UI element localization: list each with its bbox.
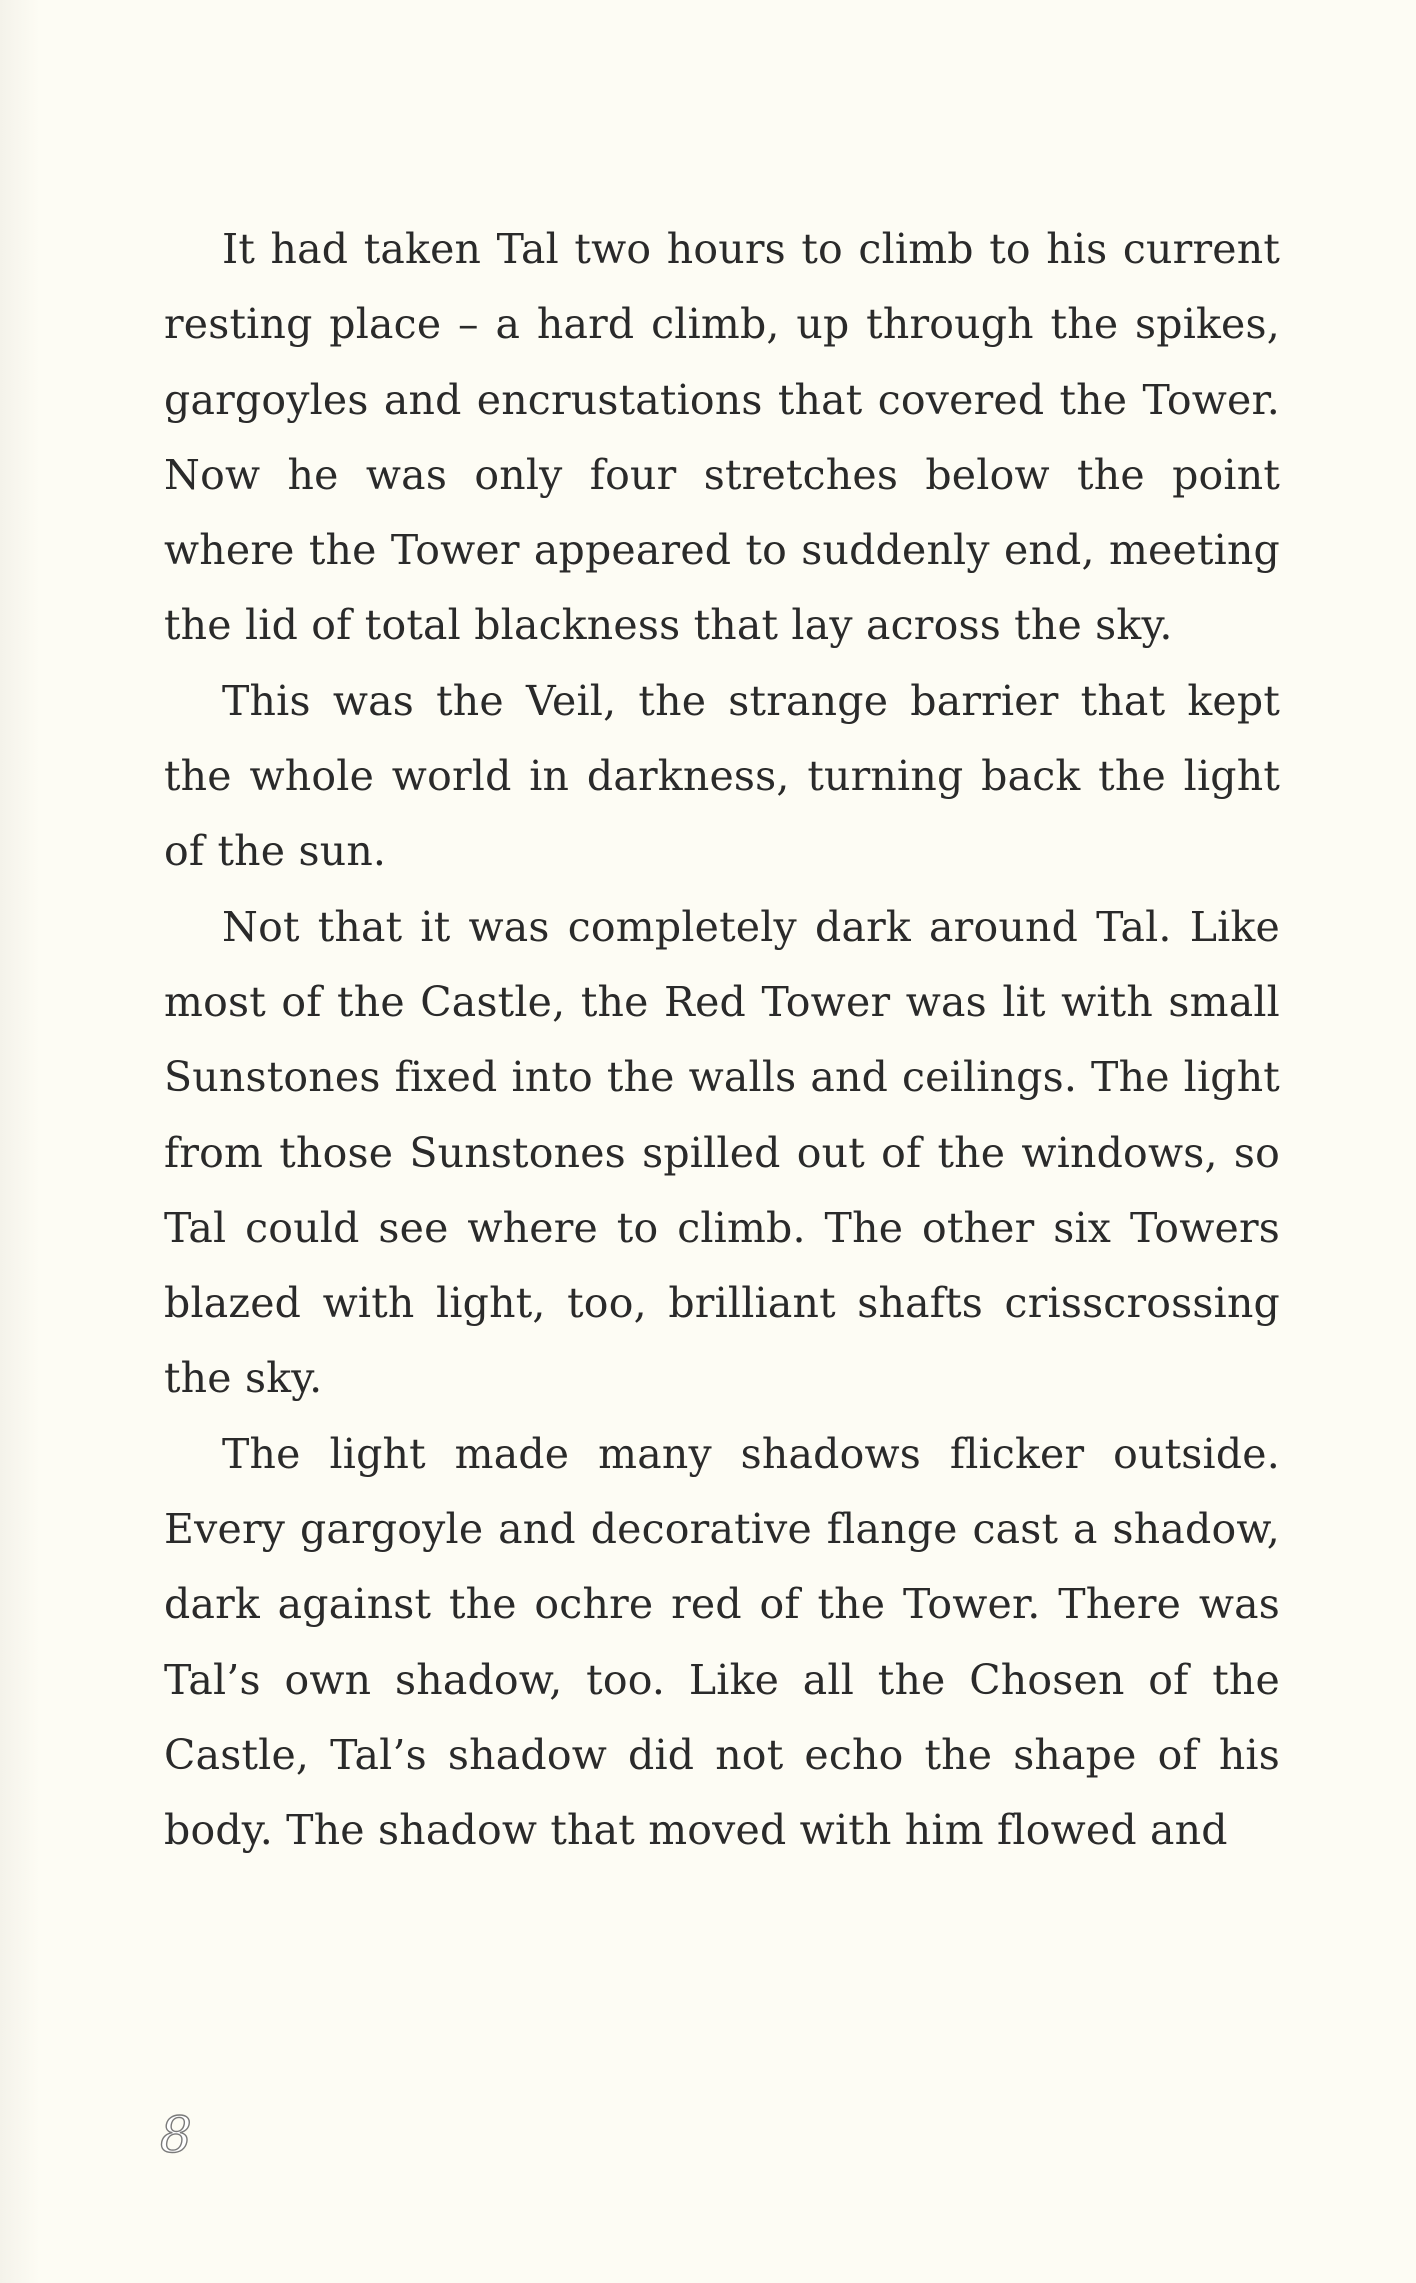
paragraph-3: Not that it was completely dark around Tal. Like most of the Castle, the Red Tower was lit with small Sunstones fixed into the walls and ceilings. The light from those Sunstones spilled out of the windows, so Tal could see where to climb. The other six Towers blazed with light, too, brilliant shafts crisscrossing the sky.	[164, 902, 1280, 1403]
paragraph-2: This was the Veil, the strange barrier that kept the whole world in darkness, turning back the light of the sun.	[164, 676, 1280, 876]
paragraph-4: The light made many shadows flicker outside. Every gargoyle and decorative flange cast a shadow, dark against the ochre red of the Tower. There was Tal’s own shadow, too. Like all the Chosen of the Castle, Tal’s shadow did not echo the shape of his body. The shadow that moved with him flowed and	[164, 1429, 1280, 1855]
page-gutter-shade	[0, 0, 40, 2283]
page-number: 8	[160, 2106, 192, 2164]
body-text	[164, 212, 1280, 1869]
paragraph-1: It had taken Tal two hours to climb to his current resting place – a hard climb, up through the spikes, gargoyles and encrustations that covered the Tower. Now he was only four stretches below the point where the Tower appeared to suddenly end, meeting the lid of total blackness that lay across the sky.	[164, 225, 1280, 650]
